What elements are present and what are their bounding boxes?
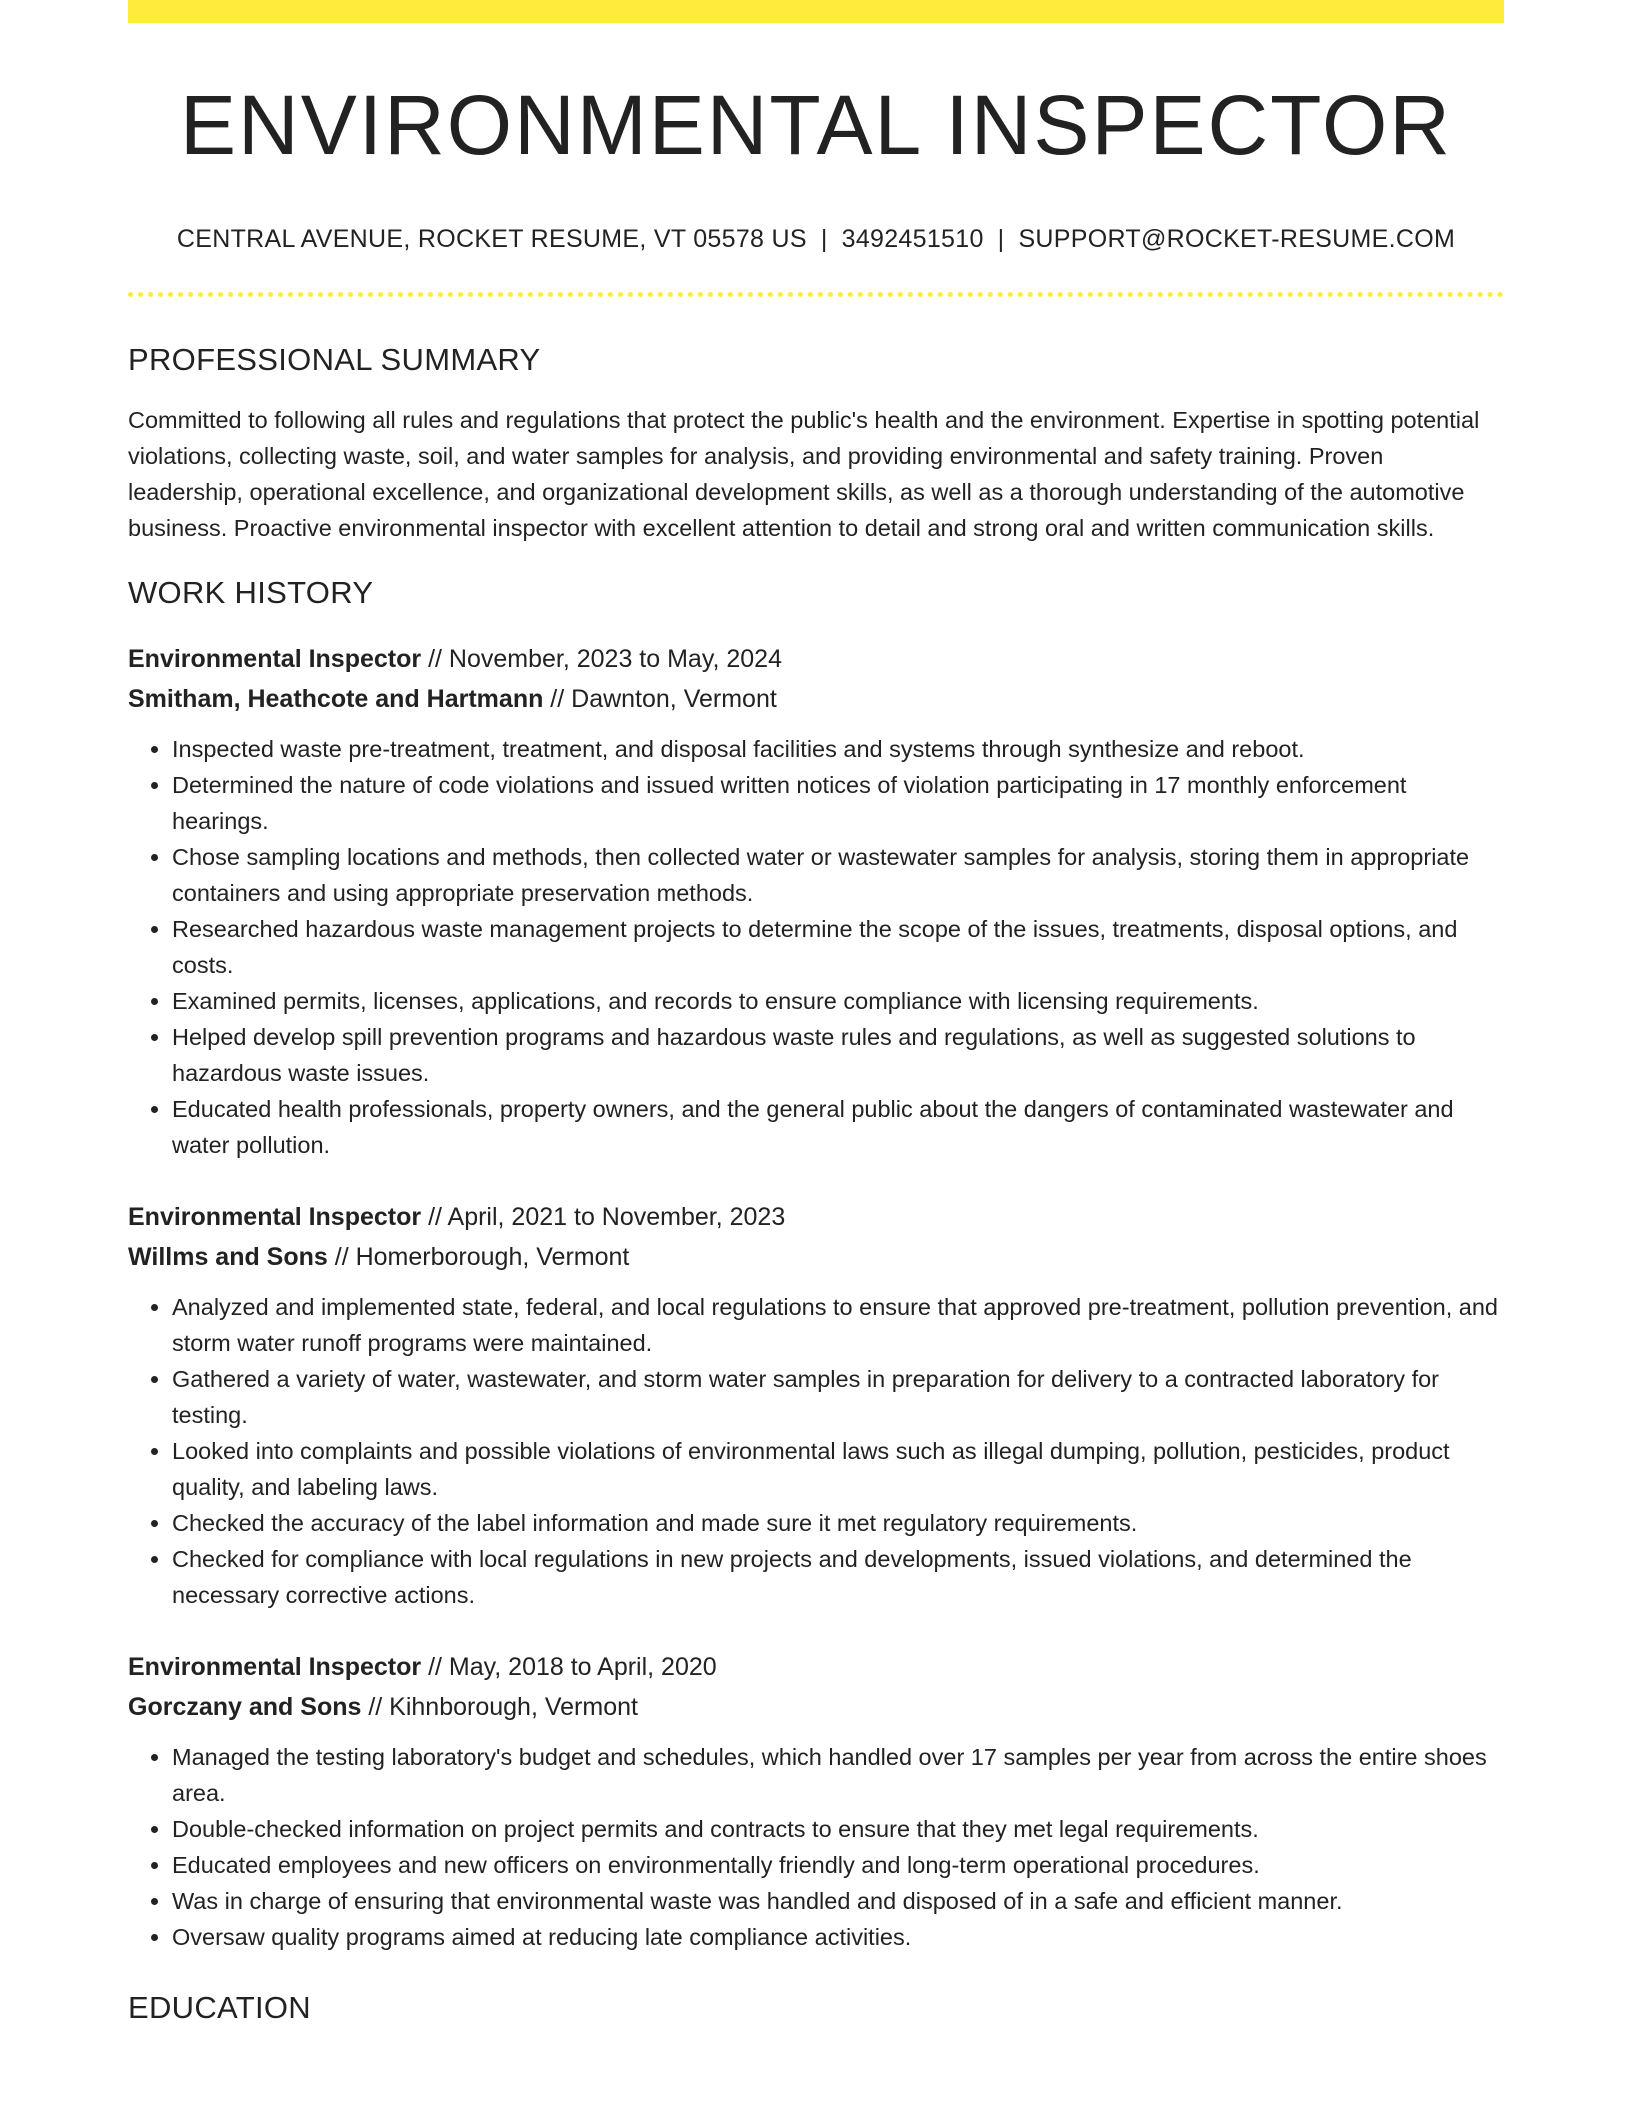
dotted-divider [128, 292, 1504, 297]
professional-summary-section [128, 341, 1504, 546]
job-company: Willms and Sons [128, 1243, 328, 1272]
job-bullet-item: • Researched hazardous waste management projects to determine the scope of the issues, treatments, disposal options, and costs. [172, 911, 1504, 983]
job-bullet-item: • Examined permits, licenses, applications, and records to ensure compliance with licensing requirements. [172, 983, 1504, 1019]
job-bullet-item: • Double-checked information on project permits and contracts to ensure that they met legal requirements. [172, 1811, 1504, 1847]
job-bullet-item: • Looked into complaints and possible violations of environmental laws such as illegal dumping, pollution, pesticides, product quality, and labeling laws. [172, 1433, 1504, 1505]
job-bullet-list [128, 1739, 1504, 1955]
job-bullet-item: • Analyzed and implemented state, federal, and local regulations to ensure that approved pre-treatment, pollution prevention, and storm water runoff programs were maintained. [172, 1289, 1504, 1361]
job-bullet-item: • Checked the accuracy of the label information and made sure it met regulatory requirements. [172, 1505, 1504, 1541]
job-dates: // May, 2018 to April, 2020 [421, 1653, 717, 1682]
job-role: Environmental Inspector [128, 1203, 422, 1232]
job-entry [128, 1197, 1504, 1613]
resume-page [128, 0, 1504, 2027]
section-title-work-history: WORK HISTORY [128, 575, 374, 611]
job-role: Environmental Inspector [128, 1653, 422, 1682]
job-bullet-item: • Oversaw quality programs aimed at reducing late compliance activities. [172, 1919, 1504, 1955]
contact-separator: | [997, 225, 1005, 253]
contact-address: CENTRAL AVENUE, ROCKET RESUME, VT 05578 US [176, 225, 807, 253]
job-company-line [128, 1237, 1504, 1277]
job-list [128, 639, 1504, 1955]
job-bullet-item: • Helped develop spill prevention programs and hazardous waste rules and regulations, as well as suggested solutions to hazardous waste issues. [172, 1019, 1504, 1091]
job-bullet-item: • Educated employees and new officers on environmentally friendly and long-term operational procedures. [172, 1847, 1504, 1883]
section-title-education: EDUCATION [128, 1990, 311, 2026]
contact-separator: | [820, 225, 828, 253]
job-dates: // November, 2023 to May, 2024 [421, 645, 782, 674]
contact-email: SUPPORT@ROCKET-RESUME.COM [1018, 225, 1456, 253]
job-dates: // April, 2021 to November, 2023 [421, 1203, 786, 1232]
job-role: Environmental Inspector [128, 645, 422, 674]
job-entry [128, 639, 1504, 1163]
job-bullet-item: • Chose sampling locations and methods, then collected water or wastewater samples for analysis, storing them in appropriate containers and using appropriate preservation methods. [172, 839, 1504, 911]
job-location: // Kihnborough, Vermont [361, 1693, 638, 1722]
job-bullet-item: • Was in charge of ensuring that environmental waste was handled and disposed of in a safe and efficient manner. [172, 1883, 1504, 1919]
job-location: // Homerborough, Vermont [327, 1243, 630, 1272]
job-bullet-item: • Determined the nature of code violations and issued written notices of violation participating in 17 monthly enforcement hearings. [172, 767, 1504, 839]
job-bullet-item: • Managed the testing laboratory's budget and schedules, which handled over 17 samples per year from across the entire shoes area. [172, 1739, 1504, 1811]
work-history-section [128, 574, 1504, 1955]
job-bullet-item: • Gathered a variety of water, wastewater, and storm water samples in preparation for delivery to a contracted laboratory for testing. [172, 1361, 1504, 1433]
job-bullet-list [128, 731, 1504, 1163]
job-title-line [128, 1647, 1504, 1687]
top-accent-bar [128, 0, 1504, 23]
job-company: Gorczany and Sons [128, 1693, 362, 1722]
contact-line [128, 225, 1504, 254]
section-title-summary: PROFESSIONAL SUMMARY [128, 342, 541, 377]
job-title-line [128, 639, 1504, 679]
contact-phone: 3492451510 [841, 225, 984, 253]
job-bullet-item: • Inspected waste pre-treatment, treatment, and disposal facilities and systems through synthesize and reboot. [172, 731, 1504, 767]
job-company-line [128, 679, 1504, 719]
job-company-line [128, 1687, 1504, 1727]
summary-text: Committed to following all rules and regulations that protect the public's health and the environment. Expertise in spotting potential violations, collecting waste, soil, and water samples for analysis, and providing environmental and safety training. Proven leadership, operational excellence, and organizational development skills, as well as a thorough understanding of the automotive business. Proactive environmental inspector with excellent attention to detail and strong oral and written communication skills. [128, 407, 1480, 542]
candidate-name: ENVIRONMENTAL INSPECTOR [180, 78, 1452, 172]
job-title-line [128, 1197, 1504, 1237]
job-bullet-item: • Educated health professionals, property owners, and the general public about the dangers of contaminated wastewater and water pollution. [172, 1091, 1504, 1163]
job-bullet-list [128, 1289, 1504, 1613]
job-location: // Dawnton, Vermont [543, 685, 777, 714]
job-bullet-item: • Checked for compliance with local regulations in new projects and developments, issued violations, and determined the necessary corrective actions. [172, 1541, 1504, 1613]
job-entry [128, 1647, 1504, 1955]
education-section [128, 1989, 1504, 2026]
job-company: Smitham, Heathcote and Hartmann [128, 685, 544, 714]
